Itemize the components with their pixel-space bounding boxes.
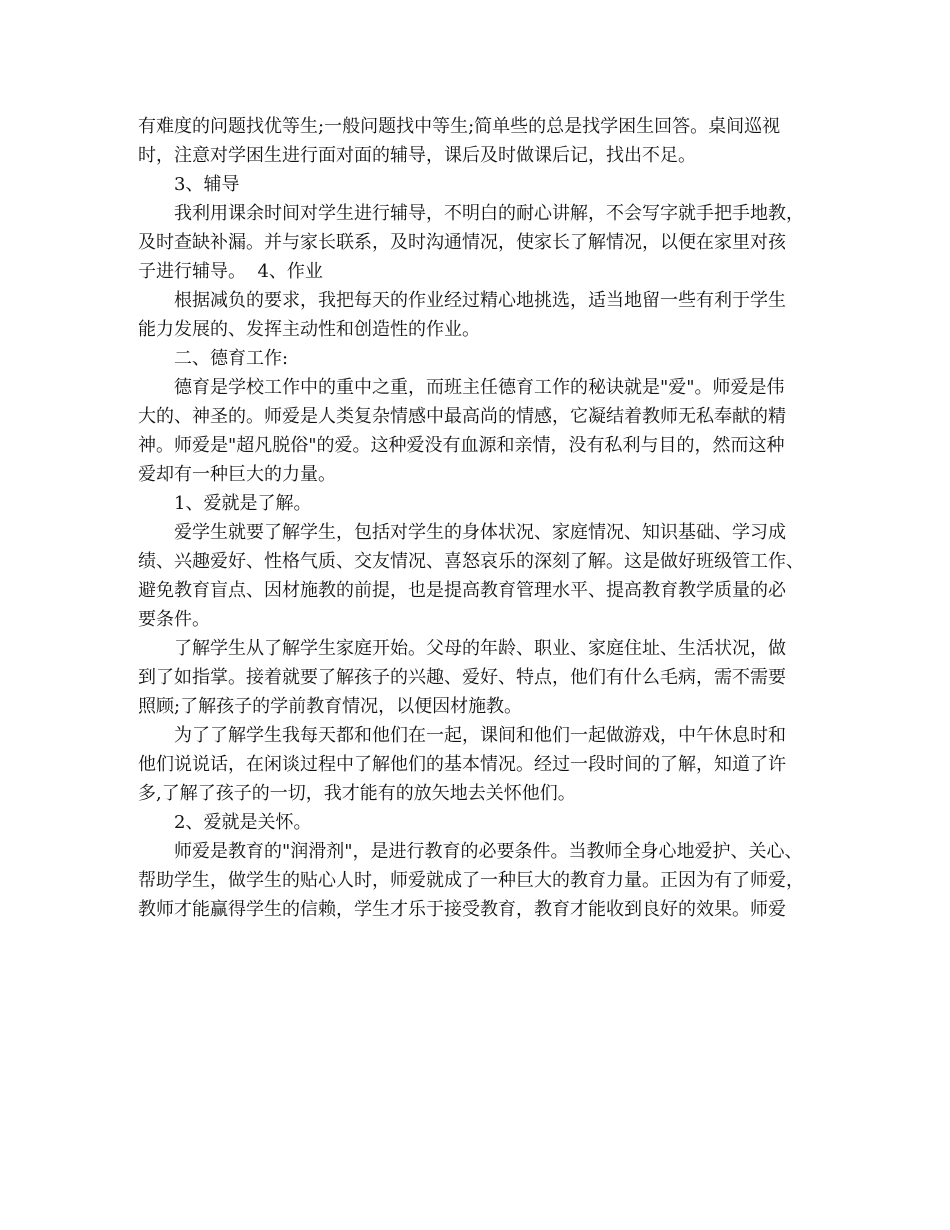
text-line: 及时查缺补漏。并与家长联系，及时沟通情况，使家长了解情况，以便在家里对孩	[138, 232, 786, 253]
text-line: 照顾;了解孩子的学前教育情况，以便因材施教。	[138, 696, 523, 717]
section-heading: 二、德育工作:	[174, 348, 289, 369]
document-body	[138, 112, 828, 924]
text-line: 教师才能赢得学生的信赖，学生才乐于接受教育，教育才能收到良好的效果。师爱	[138, 899, 786, 920]
text-line: 子进行辅导。 4、作业	[138, 261, 323, 282]
text-line: 绩、兴趣爱好、性格气质、交友情况、喜怒哀乐的深刻了解。这是做好班级管工作、	[138, 551, 804, 572]
section-heading: 3、辅导	[174, 174, 240, 195]
text-line: 我利用课余时间对学生进行辅导，不明白的耐心讲解，不会写字就手把手地教，	[174, 203, 804, 224]
text-line: 为了了解学生我每天都和他们在一起，课间和他们一起做游戏，中午休息时和	[174, 725, 786, 746]
text-line: 神。师爱是"超凡脱俗"的爱。这种爱没有血源和亲情，没有私利与目的，然而这种	[138, 435, 785, 456]
text-line: 要条件。	[138, 609, 210, 630]
text-line: 避免教育盲点、因材施教的前提，也是提高教育管理水平、提高教育教学质量的必	[138, 580, 786, 601]
section-heading: 1、爱就是了解。	[174, 493, 312, 514]
text-line: 根据减负的要求，我把每天的作业经过精心地挑选，适当地留一些有利于学生	[174, 290, 786, 311]
section-heading: 2、爱就是关怀。	[174, 812, 312, 833]
text-line: 大的、神圣的。师爱是人类复杂情感中最高尚的情感，它凝结着教师无私奉献的精	[138, 406, 786, 427]
text-line: 他们说说话，在闲谈过程中了解他们的基本情况。经过一段时间的了解，知道了许	[138, 754, 786, 775]
text-line: 能力发展的、发挥主动性和创造性的作业。	[138, 319, 480, 340]
text-line: 师爱是教育的"润滑剂"，是进行教育的必要条件。当教师全身心地爱护、关心、	[174, 841, 803, 862]
text-line: 多,了解了孩子的一切，我才能有的放矢地去关怀他们。	[138, 783, 576, 804]
text-line: 时，注意对学困生进行面对面的辅导，课后及时做课后记，找出不足。	[138, 145, 696, 166]
text-line: 爱学生就要了解学生，包括对学生的身体状况、家庭情况、知识基础、学习成	[174, 522, 786, 543]
text-line: 到了如指掌。接着就要了解孩子的兴趣、爱好、特点，他们有什么毛病，需不需要	[138, 667, 786, 688]
text-line: 帮助学生，做学生的贴心人时，师爱就成了一种巨大的教育力量。正因为有了师爱，	[138, 870, 804, 891]
text-line: 爱却有一种巨大的力量。	[138, 464, 336, 485]
text-line: 了解学生从了解学生家庭开始。父母的年龄、职业、家庭住址、生活状况，做	[174, 638, 786, 659]
text-line: 德育是学校工作中的重中之重，而班主任德育工作的秘诀就是"爱"。师爱是伟	[174, 377, 785, 398]
text-line: 有难度的问题找优等生;一般问题找中等生;简单些的总是找学困生回答。桌间巡视	[138, 116, 781, 137]
